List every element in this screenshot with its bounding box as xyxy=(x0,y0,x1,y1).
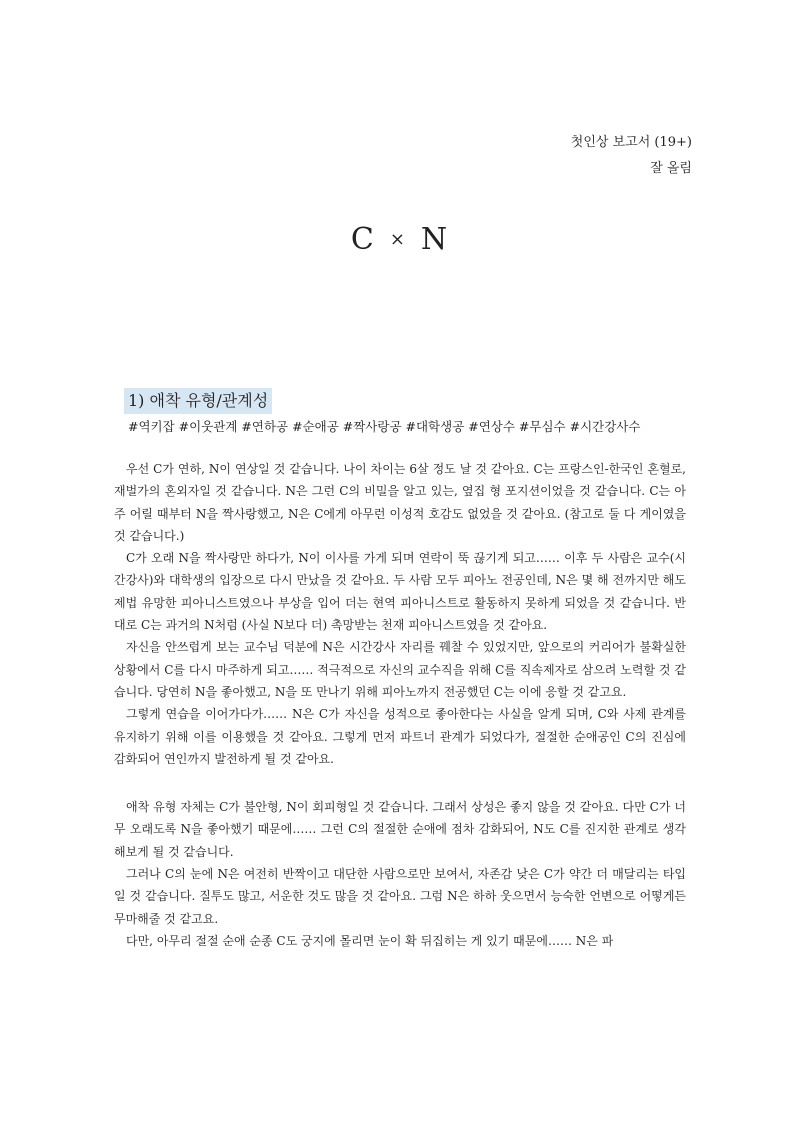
title-times-symbol: × xyxy=(389,229,407,250)
title-left-character: C xyxy=(350,222,376,257)
page-title xyxy=(0,222,800,257)
paragraph: C가 오래 N을 짝사랑만 하다가, N이 이사를 가게 되며 연락이 뚝 끊기게 되고…… 이후 두 사람은 교수(시간강사)와 대학생의 입장으로 다시 만났을 것 같아요. 두 사람 모두 피아노 전공인데, N은 몇 해 전까지만 해도 제법 유망한 피아니스트였으나 부상을 입어 더는 현역 피아니스트로 활동하지 못하게 되었을 것 같습니다. 반대로 C는 과거의 N처럼 (사실 N보다 더) 촉망받는 천재 피아니스트였을 것 같아요. xyxy=(114,551,686,633)
paragraph: 애착 유형 자체는 C가 불안형, N이 회피형일 것 같습니다. 그래서 상성은 좋지 않을 것 같아요. 다만 C가 너무 오래도록 N을 좋아했기 때문에…… 그런 C의 절절한 순애에 점차 감화되어, N도 C를 진지한 관계로 생각해보게 될 것 같습니다. xyxy=(114,800,686,859)
paragraph: 우선 C가 연하, N이 연상일 것 같습니다. 나이 차이는 6살 정도 날 것 같아요. C는 프랑스인-한국인 혼혈로, 재벌가의 혼외자일 것 같습니다. N은 그런 C의 비밀을 알고 있는, 옆집 형 포지션이었을 것 같습니다. C는 아주 어릴 때부터 N을 짝사랑했고, N은 C에게 아무런 이성적 호감도 없었을 것 같아요. (참고로 둘 다 게이였을 것 같습니다.) xyxy=(114,462,686,543)
author-signature: 잘 올림 xyxy=(650,161,692,176)
body-text xyxy=(114,458,686,952)
paragraph-spacer xyxy=(114,770,686,796)
paragraph: 자신을 안쓰럽게 보는 교수님 덕분에 N은 시간강사 자리를 꿰찰 수 있었지만, 앞으로의 커리어가 불확실한 상황에서 C를 다시 마주하게 되고…… 적극적으로 자신의 교수직을 위해 C를 직속제자로 삼으려 노력할 것 같습니다. 당연히 N을 좋아했고, N을 또 만나기 위해 피아노까지 전공했던 C는 이에 응할 것 같고요. xyxy=(114,640,686,699)
report-header xyxy=(571,130,692,182)
paragraph: 그렇게 연습을 이어가다가…… N은 C가 자신을 성적으로 좋아한다는 사실을 알게 되며, C와 사제 관계를 유지하기 위해 이를 이용했을 것 같아요. 그렇게 먼저 파트너 관계가 되었다가, 절절한 순애공인 C의 진심에 감화되어 연인까지 발전하게 될 것 같아요. xyxy=(114,707,686,766)
paragraph: 다만, 아무리 절절 순애 순종 C도 궁지에 몰리면 눈이 확 뒤집히는 게 있기 때문에…… N은 파 xyxy=(126,933,614,948)
hashtag-line: #역키잡 #이웃관계 #연하공 #순애공 #짝사랑공 #대학생공 #연상수 #무심수 #시간강사수 xyxy=(128,419,641,434)
report-label: 첫인상 보고서 (19+) xyxy=(570,135,692,150)
title-right-character: N xyxy=(420,222,450,257)
paragraph: 그러나 C의 눈에 N은 여전히 반짝이고 대단한 사람으로만 보여서, 자존감 낮은 C가 약간 더 매달리는 타입일 것 같습니다. 질투도 많고, 서운한 것도 많을 것 같아요. 그럼 N은 하하 웃으면서 능숙한 언변으로 어떻게든 무마해줄 것 같고요. xyxy=(114,867,686,926)
section-heading: 1) 애착 유형/관계성 xyxy=(124,388,272,414)
